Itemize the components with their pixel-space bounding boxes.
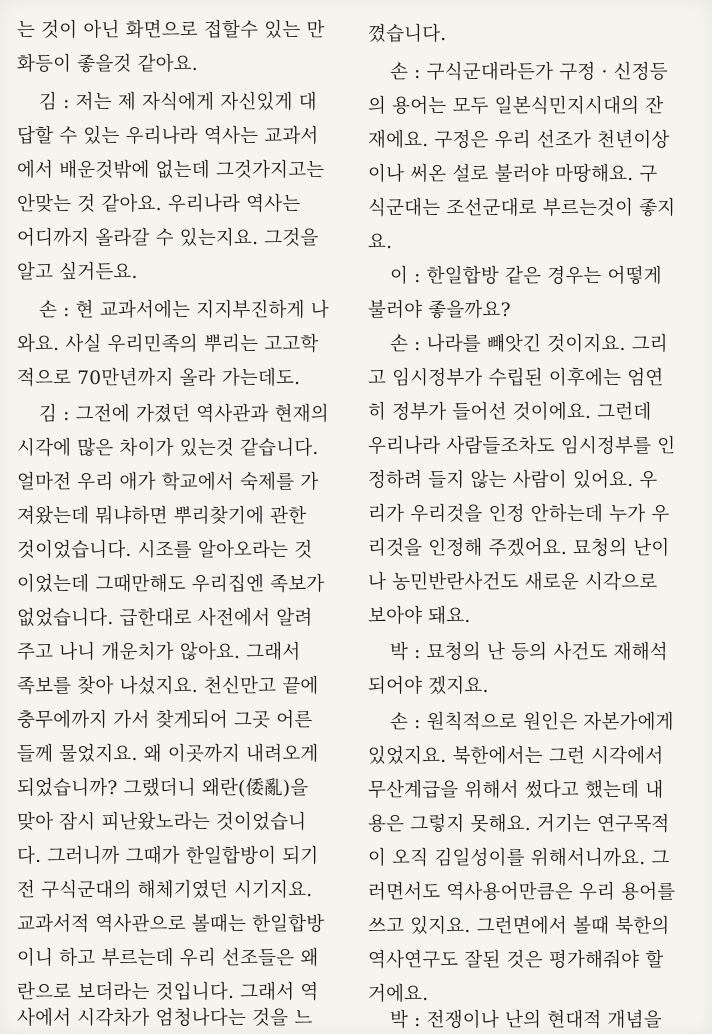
text-line: 정하려 들지 않는 사람이 있어요. 우 <box>368 470 658 491</box>
text-line: 손 : 현 교과서에는 지지부진하게 나 <box>39 300 329 321</box>
text-line: 와요. 사실 우리민족의 뿌리는 고고학 <box>17 334 319 355</box>
text-line: 없었습니다. 급한대로 사전에서 알려 <box>17 608 313 629</box>
text-line: 화등이 좋을것 같아요. <box>17 54 198 75</box>
text-line: 에서 배운것밖에 없는데 그것가지고는 <box>17 160 325 181</box>
text-line: 안맞는 것 같아요. 우리나라 역사는 <box>17 194 301 215</box>
text-line: 충무에까지 가서 찾게되어 그곳 어른 <box>17 710 313 731</box>
text-line: 리가 우리것을 인정 안하는데 누가 우 <box>368 504 670 525</box>
text-line: 교과서적 역사관으로 볼때는 한일합방 <box>17 914 325 935</box>
text-line: 이 오직 김일성이를 위해서니까요. 그 <box>368 848 670 869</box>
text-line: 김 : 저는 제 자식에게 자신있게 대 <box>39 92 317 113</box>
text-line: 있었지요. 북한에서는 그런 시각에서 <box>368 746 664 767</box>
text-line: 재에요. 구정은 우리 선조가 천년이상 <box>368 130 670 151</box>
text-line: 용은 그렇지 못해요. 거기는 연구목적 <box>368 814 670 835</box>
text-line: 고 임시정부가 수립된 이후에는 엄연 <box>368 368 664 389</box>
text-line: 나 농민반란사건도 새로운 시각으로 <box>368 572 658 593</box>
text-line: 김 : 그전에 가졌던 역사관과 현재의 <box>39 404 329 425</box>
text-line: 박 : 전쟁이나 난의 현대적 개념을 <box>390 1010 662 1031</box>
text-line: 무산계급을 위해서 썼다고 했는데 내 <box>368 780 664 801</box>
right-text-column <box>368 0 704 1034</box>
text-line: 주고 나니 개운치가 않아요. 그래서 <box>17 642 301 663</box>
text-line: 박 : 묘청의 난 등의 사건도 재해석 <box>390 642 668 663</box>
text-line: 리것을 인정해 주겠어요. 묘청의 난이 <box>368 538 670 559</box>
text-line: 손 : 원칙적으로 원인은 자본가에게 <box>390 712 674 733</box>
text-line: 보아야 돼요. <box>368 606 471 627</box>
text-line: 져왔는데 뭐냐하면 뿌리찾기에 관한 <box>17 506 307 527</box>
text-line: 시각에 많은 차이가 있는것 같습니다. <box>17 438 319 459</box>
text-line: 답할 수 있는 우리나라 역사는 교과서 <box>17 126 319 147</box>
text-line: 이니 하고 부르는데 우리 선조들은 왜 <box>17 948 319 969</box>
text-line: 는 것이 아닌 화면으로 접할수 있는 만 <box>17 20 325 41</box>
text-line: 들께 물었지요. 왜 이곳까지 내려오게 <box>17 744 319 765</box>
text-line: 적으로 70만년까지 올라 가는데도. <box>17 368 301 389</box>
text-line: 이나 써온 설로 불러야 마땅해요. 구 <box>368 164 658 185</box>
text-line: 어디까지 올라갈 수 있는지요. 그것을 <box>17 228 319 249</box>
text-line: 식군대는 조선군대로 부르는것이 좋지 <box>368 198 676 219</box>
text-line: 것이었습니다. 시조를 알아오라는 것 <box>17 540 313 561</box>
text-line: 전 구식군대의 해체기였던 시기지요. <box>17 880 313 901</box>
left-text-column <box>17 0 353 1034</box>
text-line: 맞아 잠시 피난왔노라는 것이었습니 <box>17 812 307 833</box>
text-line: 이었는데 그때만해도 우리집엔 족보가 <box>17 574 325 595</box>
text-line: 불러야 좋을까요? <box>368 300 511 321</box>
text-line: 요. <box>368 232 393 253</box>
text-line: 되어야 겠지요. <box>368 676 489 697</box>
text-line: 쓰고 있지요. 그런면에서 볼때 북한의 <box>368 916 670 937</box>
text-line: 역사연구도 잘된 것은 평가해줘야 할 <box>368 950 664 971</box>
text-line: 손 : 나라를 빼앗긴 것이지요. 그리 <box>390 334 668 355</box>
text-line: 손 : 구식군대라든가 구정 · 신정등 <box>390 62 668 83</box>
text-line: 거에요. <box>368 984 429 1005</box>
text-line: 족보를 찾아 나섰지요. 천신만고 끝에 <box>17 676 319 697</box>
text-line: 이 : 한일합방 같은 경우는 어떻게 <box>390 266 662 287</box>
text-line: 얼마전 우리 애가 학교에서 숙제를 가 <box>17 472 319 493</box>
text-line: 란으로 보더라는 것입니다. 그래서 역 <box>17 982 319 1003</box>
text-line: 사에서 시각차가 엄청나다는 것을 느 <box>17 1008 313 1029</box>
text-line: 의 용어는 모두 일본식민지시대의 잔 <box>368 96 664 117</box>
text-line: 러면서도 역사용어만큼은 우리 용어를 <box>368 882 676 903</box>
text-line: 되었습니까? 그랬더니 왜란(倭亂)을 <box>17 778 309 799</box>
text-line: 꼈습니다. <box>368 24 447 45</box>
text-line: 알고 싶거든요. <box>17 262 138 283</box>
text-line: 다. 그러니까 그때가 한일합방이 되기 <box>17 846 319 867</box>
text-line: 히 정부가 들어선 것이에요. 그런데 <box>368 402 652 423</box>
text-line: 우리나라 사람들조차도 임시정부를 인 <box>368 436 676 457</box>
